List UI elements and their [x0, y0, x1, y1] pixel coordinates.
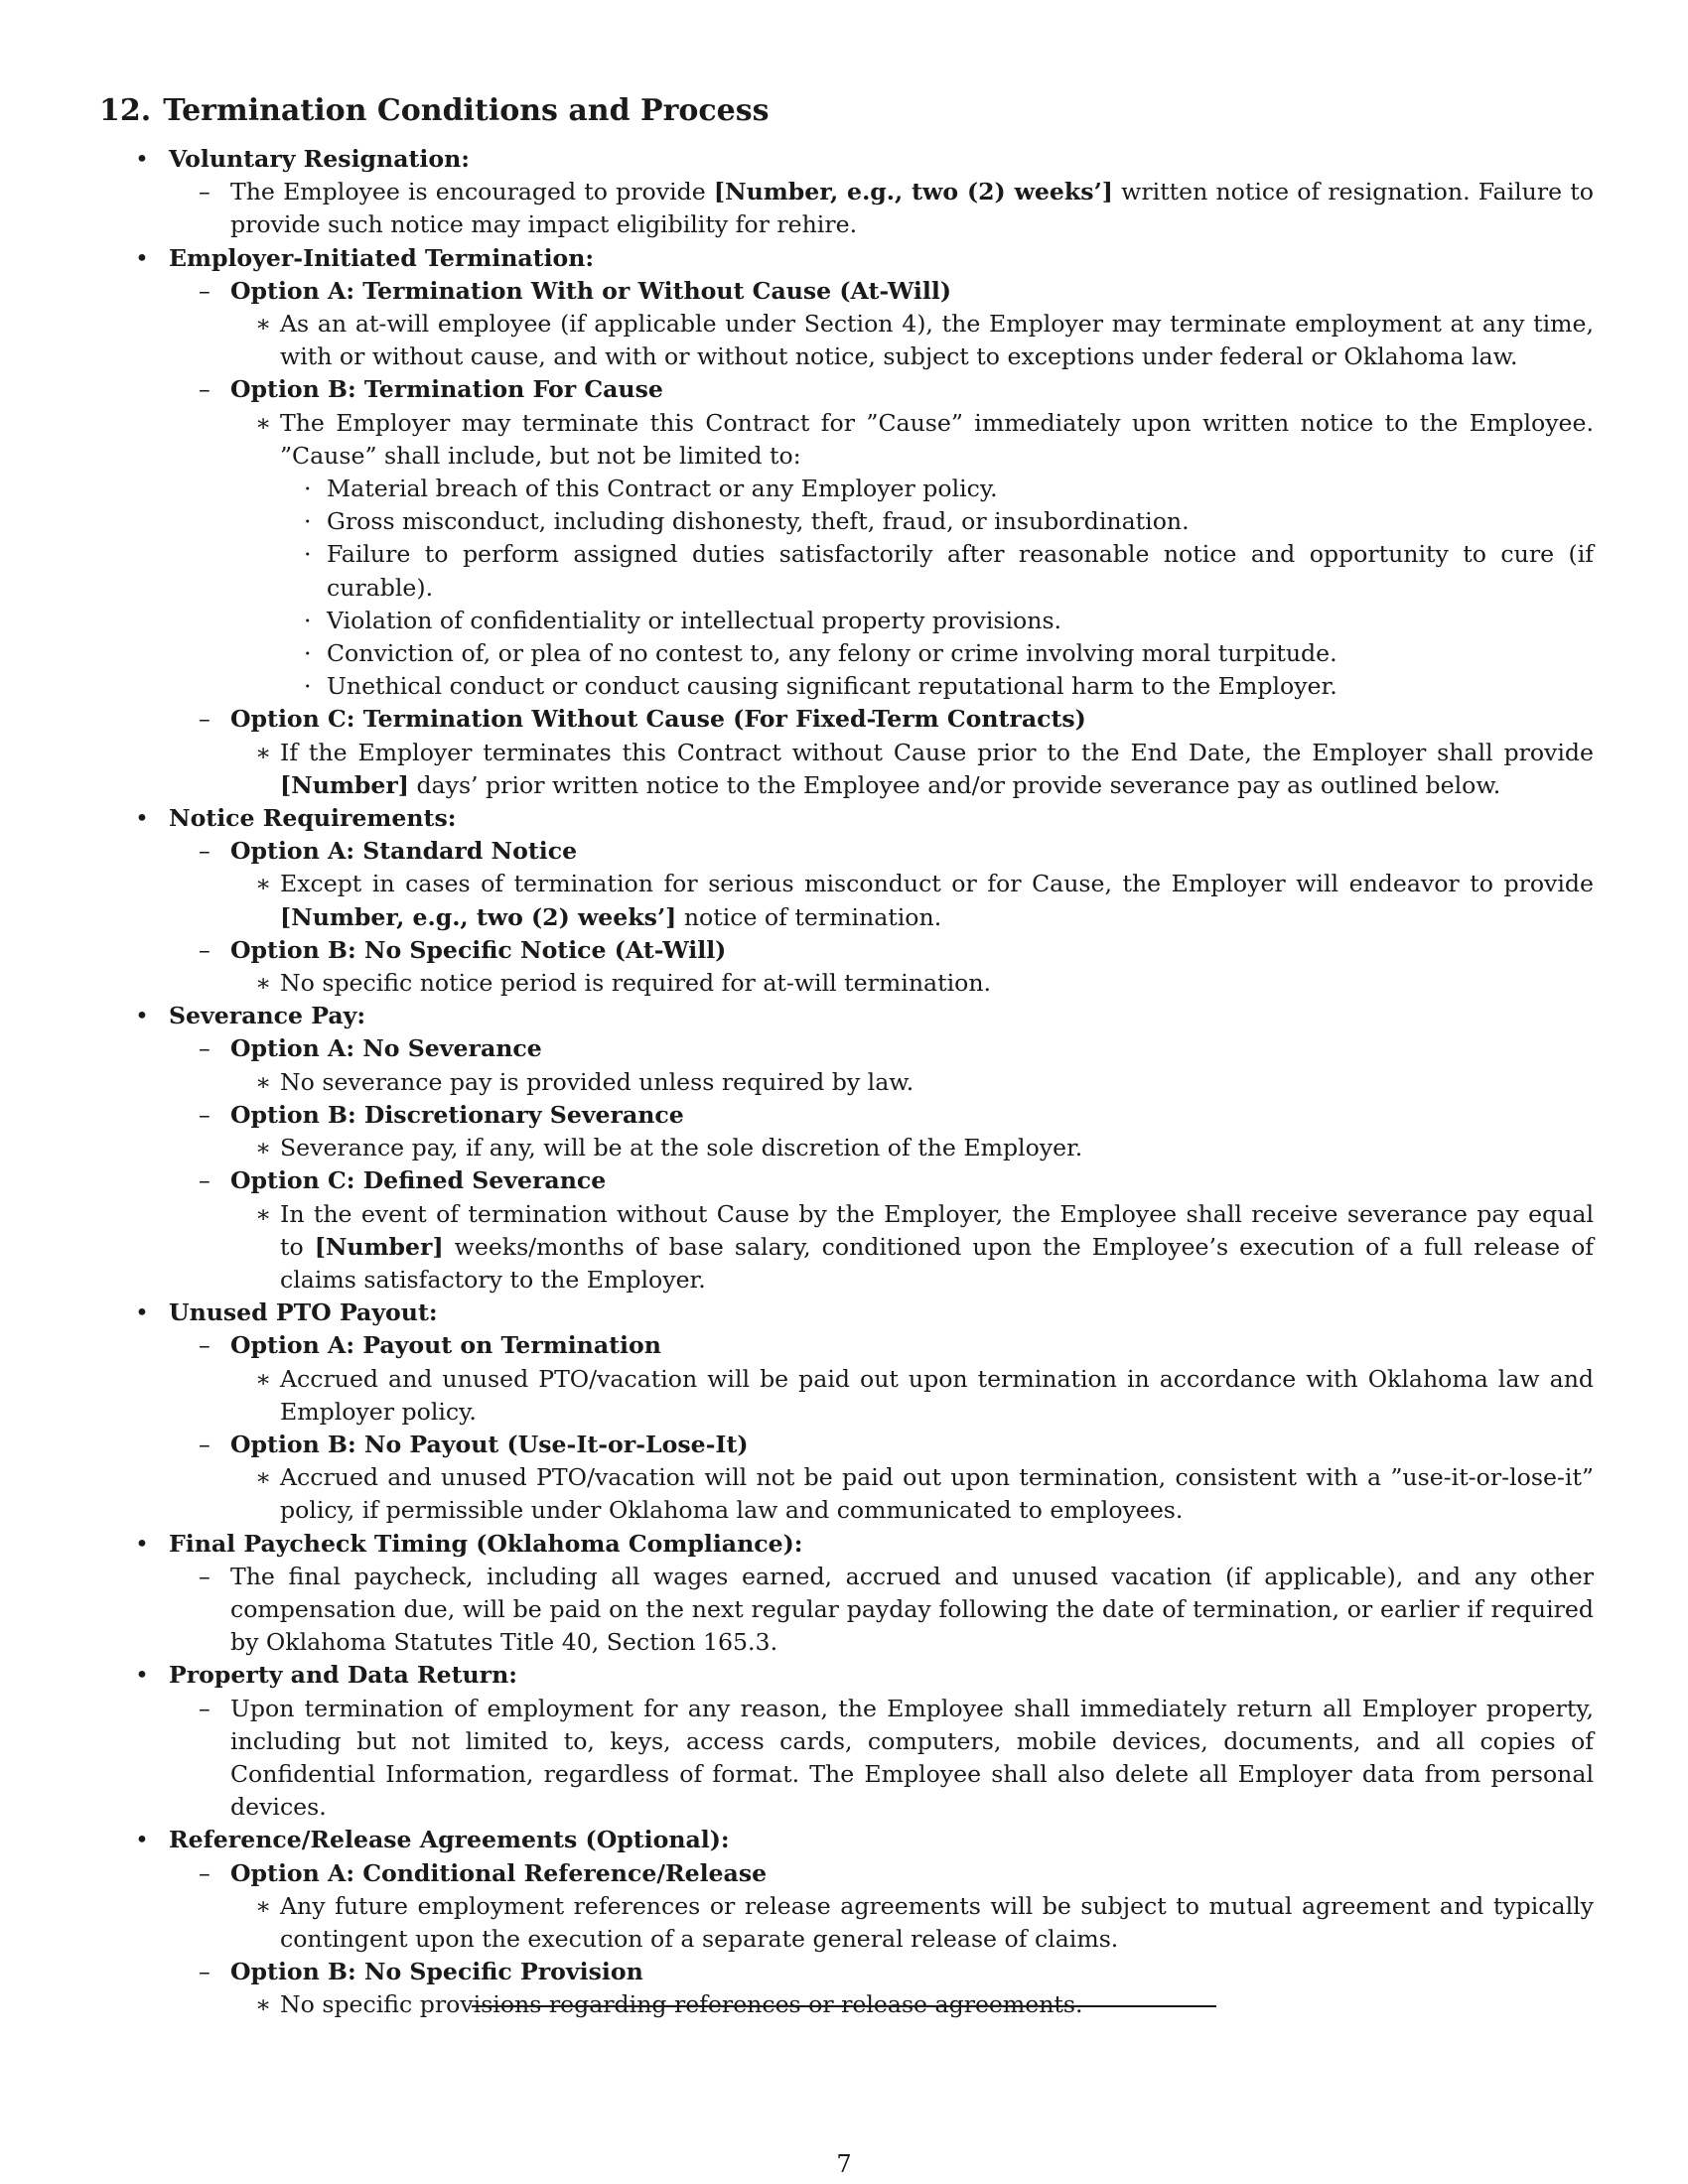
cause-item: · Material breach of this Contract or any Employer policy.: [280, 473, 1594, 505]
list-item: [230, 1363, 1594, 1429]
paragraph-text: No severance pay is provided unless required by law.: [280, 1067, 914, 1096]
item-heading: Reference/Release Agreements (Optional):: [169, 1826, 730, 1854]
bullet-icon: •: [135, 243, 149, 272]
list-item: [230, 1461, 1594, 1527]
bullet-icon: •: [135, 1298, 149, 1327]
paragraph-text: weeks/months of base salary, conditioned upon the Employee’s execution of a full release of claims satisfactory to the Employer.: [280, 1232, 1595, 1294]
dash-icon: –: [199, 1430, 211, 1458]
bullet-icon: •: [135, 1661, 149, 1690]
option-item: [169, 1956, 1594, 2021]
paragraph-text: Accrued and unused PTO/vacation will not be paid out upon termination, consistent with a ”use-it-or-lose-it” policy, if permissible under Oklahoma law and communicated to employees.: [280, 1463, 1594, 1525]
placeholder-text: [Number]: [280, 770, 409, 799]
cause-item: · Unethical conduct or conduct causing significant reputational harm to the Employer.: [280, 670, 1594, 703]
paragraph-text: No specific notice period is required for at-will termination.: [280, 969, 992, 998]
list-item-final-paycheck: [99, 1528, 1594, 1660]
dot-icon: ·: [304, 639, 312, 668]
dash-icon: –: [199, 1331, 211, 1360]
list-item: [169, 1693, 1594, 1825]
list-item: [169, 1561, 1594, 1660]
dash-icon: –: [199, 935, 211, 964]
option-label: Option B: Discretionary Severance: [230, 1100, 684, 1129]
list-item: [230, 868, 1594, 933]
option-label: Option A: Conditional Reference/Release: [230, 1858, 768, 1887]
option-item: [169, 1329, 1594, 1429]
asterisk-icon: ∗: [255, 1463, 272, 1492]
asterisk-icon: ∗: [255, 1364, 272, 1393]
paragraph-text: Any future employment references or release agreements will be subject to mutual agreement and typically contingent upon the execution of a separate general release of claims.: [280, 1891, 1594, 1953]
list-item: [230, 1890, 1594, 1956]
paragraph-text: The final paycheck, including all wages earned, accrued and unused vacation (if applicable), and any other compensation due, will be paid on the next regular payday following the date of termination, or earlier if required by Oklahoma Statutes Title 40, Section 165.3.: [230, 1562, 1594, 1657]
item-heading: Notice Requirements:: [169, 804, 457, 833]
dash-icon: –: [199, 1694, 211, 1722]
item-heading: Voluntary Resignation:: [169, 145, 470, 173]
asterisk-icon: ∗: [255, 1199, 272, 1228]
asterisk-icon: ∗: [255, 408, 272, 437]
bullet-icon: •: [135, 1002, 149, 1030]
option-label: Option C: Defined Severance: [230, 1166, 607, 1195]
page-number: 7: [836, 2150, 852, 2178]
list-item: [230, 1066, 1594, 1099]
bullet-icon: •: [135, 1826, 149, 1854]
list-item: [230, 1198, 1594, 1297]
asterisk-icon: ∗: [255, 738, 272, 766]
paragraph-text: days’ prior written notice to the Employee and/or provide severance pay as outlined below.: [408, 770, 1501, 799]
item-heading: Property and Data Return:: [169, 1661, 517, 1690]
paragraph-text: Accrued and unused PTO/vacation will be paid out upon termination in accordance with Oklahoma law and Employer policy.: [280, 1364, 1594, 1426]
option-item: [169, 1032, 1594, 1098]
placeholder-text: [Number]: [314, 1232, 444, 1261]
paragraph-text: Upon termination of employment for any reason, the Employee shall immediately return all Employer property, including but not limited to, keys, access cards, computers, mobile devices, documents, and all copies of Confidential Information, regardless of format. The Employee shall also delete all Employer data from personal devices.: [230, 1694, 1594, 1822]
section-title: Termination Conditions and Process: [163, 93, 770, 128]
item-heading: Severance Pay:: [169, 1002, 366, 1030]
asterisk-icon: ∗: [255, 1891, 272, 1920]
placeholder-text: [Number, e.g., two (2) weeks’]: [280, 902, 677, 931]
list-item: [230, 737, 1594, 802]
cause-item: · Failure to perform assigned duties satisfactorily after reasonable notice and opportunity to cure (if curable).: [304, 540, 1594, 602]
list-item-employer-termination: [99, 242, 1594, 802]
item-heading: Final Paycheck Timing (Oklahoma Compliance):: [169, 1529, 803, 1558]
list-item: [230, 1132, 1594, 1164]
bullet-icon: •: [135, 145, 149, 173]
dash-icon: –: [199, 1100, 211, 1129]
item-heading: Unused PTO Payout:: [169, 1298, 438, 1327]
dash-icon: –: [199, 375, 211, 404]
asterisk-icon: ∗: [255, 310, 272, 339]
list-item: [169, 176, 1594, 241]
dash-icon: –: [199, 1858, 211, 1887]
paragraph-text: As an at-will employee (if applicable under Section 4), the Employer may terminate employment at any time, with or without cause, and with or without notice, subject to exceptions under federal or Oklahoma law.: [280, 310, 1594, 371]
cause-item: · Violation of confidentiality or intellectual property provisions.: [280, 605, 1594, 637]
placeholder-text: [Number, e.g., two (2) weeks’]: [713, 178, 1113, 206]
option-item: [169, 1857, 1594, 1957]
option-label: Option B: Termination For Cause: [230, 375, 663, 404]
option-item: [169, 835, 1594, 934]
option-item: [169, 934, 1594, 1000]
option-item: [169, 1164, 1594, 1297]
dash-icon: –: [199, 1034, 211, 1063]
list-item-notice-requirements: [99, 802, 1594, 1000]
list-item: [230, 308, 1594, 373]
paragraph-text: If the Employer terminates this Contract without Cause prior to the End Date, the Employer shall provide: [280, 738, 1594, 766]
option-label: Option B: No Specific Provision: [230, 1958, 643, 1986]
dot-icon: ·: [304, 606, 312, 634]
bullet-icon: •: [135, 1529, 149, 1558]
paragraph-text: No specific provisions regarding references or release agreements.: [280, 1990, 1083, 2019]
dot-icon: ·: [304, 672, 312, 701]
option-item: [169, 373, 1594, 703]
document-page: [99, 91, 1594, 2022]
list-item-reference-release: [99, 1824, 1594, 2021]
paragraph-text: written notice of resignation. Failure to provide such notice may impact eligibility for rehire.: [230, 178, 1594, 239]
list-item: [230, 407, 1594, 704]
dash-icon: –: [199, 276, 211, 305]
cause-list: [280, 473, 1594, 703]
bullet-icon: •: [135, 804, 149, 833]
asterisk-icon: ∗: [255, 1990, 272, 2019]
paragraph-text: notice of termination.: [676, 902, 942, 931]
paragraph-text: Severance pay, if any, will be at the sole discretion of the Employer.: [280, 1134, 1083, 1162]
section-number: 12.: [99, 93, 152, 128]
dash-icon: –: [199, 837, 211, 866]
option-item: [169, 1099, 1594, 1164]
option-item: [169, 1429, 1594, 1528]
list-item-voluntary-resignation: [99, 143, 1594, 242]
paragraph-text: The Employer may terminate this Contract for ”Cause” immediately upon written notice to the Employee. ”Cause” shall include, but not be limited to:: [280, 408, 1594, 470]
asterisk-icon: ∗: [255, 870, 272, 898]
list-item-pto-payout: [99, 1297, 1594, 1527]
option-label: Option B: No Specific Notice (At-Will): [230, 935, 727, 964]
cause-item: · Conviction of, or plea of no contest to, any felony or crime involving moral turpitude.: [280, 637, 1594, 670]
paragraph-text: The Employee is encouraged to provide: [230, 178, 714, 206]
dash-icon: –: [199, 705, 211, 734]
option-item: [169, 275, 1594, 374]
horizontal-divider: [472, 2005, 1216, 2007]
option-label: Option A: No Severance: [230, 1034, 542, 1063]
list-item-severance-pay: [99, 1000, 1594, 1297]
cause-item: · Gross misconduct, including dishonesty, theft, fraud, or insubordination.: [280, 505, 1594, 538]
dash-icon: –: [199, 178, 211, 206]
paragraph-text: Except in cases of termination for serious misconduct or for Cause, the Employer will endeavor to provide: [280, 870, 1594, 898]
option-label: Option B: No Payout (Use-It-or-Lose-It): [230, 1430, 749, 1458]
asterisk-icon: ∗: [255, 1134, 272, 1162]
dot-icon: ·: [304, 475, 312, 503]
section-heading: [99, 91, 1594, 131]
option-label: Option A: Standard Notice: [230, 837, 578, 866]
dash-icon: –: [199, 1166, 211, 1195]
option-label: Option A: Termination With or Without Cause (At-Will): [230, 276, 951, 305]
list-item-property-return: [99, 1659, 1594, 1824]
option-label: Option A: Payout on Termination: [230, 1331, 661, 1360]
dot-icon: ·: [304, 507, 312, 536]
asterisk-icon: ∗: [255, 1067, 272, 1096]
termination-list: [99, 143, 1594, 2022]
paragraph-text: In the event of termination without Cause by the Employer, the Employee shall receive severance pay equal to: [280, 1199, 1594, 1261]
dot-icon: ·: [304, 540, 312, 569]
dash-icon: –: [199, 1958, 211, 1986]
asterisk-icon: ∗: [255, 969, 272, 998]
option-label: Option C: Termination Without Cause (For Fixed-Term Contracts): [230, 705, 1086, 734]
item-heading: Employer-Initiated Termination:: [169, 243, 595, 272]
option-item: [169, 703, 1594, 802]
dash-icon: –: [199, 1562, 211, 1590]
list-item: [230, 967, 1594, 1000]
